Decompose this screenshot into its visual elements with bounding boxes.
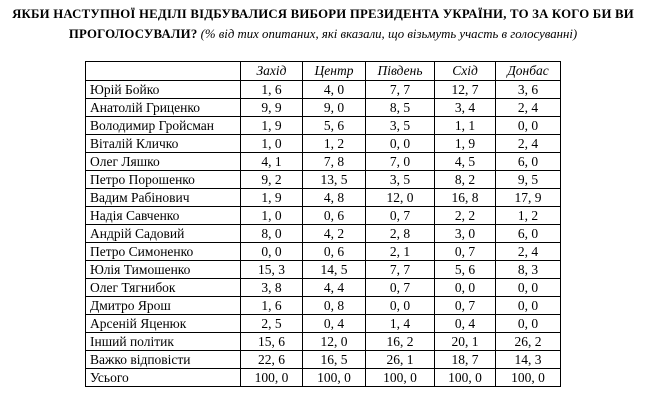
region-header-zahid: Захід	[241, 61, 303, 80]
value-cell: 0, 7	[435, 242, 496, 260]
value-cell: 3, 6	[496, 80, 561, 98]
table-row	[86, 116, 561, 134]
politician-name-cell: Вадим Рабінович	[86, 188, 241, 206]
region-header-donbas: Донбас	[496, 61, 561, 80]
value-cell: 16, 2	[366, 332, 435, 350]
value-cell: 12, 0	[303, 332, 366, 350]
value-cell: 6, 0	[496, 224, 561, 242]
table-row	[86, 296, 561, 314]
value-cell: 1, 9	[241, 116, 303, 134]
politician-name-cell: Дмитро Ярош	[86, 296, 241, 314]
value-cell: 2, 2	[435, 206, 496, 224]
value-cell: 0, 0	[366, 134, 435, 152]
value-cell: 13, 5	[303, 170, 366, 188]
value-cell: 8, 3	[496, 260, 561, 278]
value-cell: 16, 5	[303, 350, 366, 368]
value-cell: 1, 2	[303, 134, 366, 152]
value-cell: 2, 4	[496, 242, 561, 260]
table-row	[86, 260, 561, 278]
value-cell: 0, 0	[496, 278, 561, 296]
value-cell: 7, 7	[366, 80, 435, 98]
value-cell: 12, 7	[435, 80, 496, 98]
value-cell: 0, 8	[303, 296, 366, 314]
value-cell: 14, 5	[303, 260, 366, 278]
value-cell: 8, 0	[241, 224, 303, 242]
politician-name-cell: Усього	[86, 368, 241, 386]
politician-name-cell: Володимир Гройсман	[86, 116, 241, 134]
politician-name-cell: Олег Ляшко	[86, 152, 241, 170]
value-cell: 1, 6	[241, 296, 303, 314]
value-cell: 5, 6	[435, 260, 496, 278]
value-cell: 16, 8	[435, 188, 496, 206]
value-cell: 3, 0	[435, 224, 496, 242]
survey-title	[0, 0, 646, 45]
politician-name-cell: Юрій Бойко	[86, 80, 241, 98]
politician-name-cell: Віталій Кличко	[86, 134, 241, 152]
value-cell: 0, 0	[496, 116, 561, 134]
poll-results-table	[85, 61, 561, 387]
value-cell: 0, 7	[366, 278, 435, 296]
table-row	[86, 98, 561, 116]
politician-name-cell: Важко відповісти	[86, 350, 241, 368]
value-cell: 9, 5	[496, 170, 561, 188]
value-cell: 0, 0	[496, 314, 561, 332]
table-row	[86, 314, 561, 332]
value-cell: 1, 1	[435, 116, 496, 134]
politician-name-cell: Арсеній Яценюк	[86, 314, 241, 332]
value-cell: 17, 9	[496, 188, 561, 206]
value-cell: 1, 0	[241, 134, 303, 152]
table-row	[86, 242, 561, 260]
value-cell: 0, 0	[366, 296, 435, 314]
value-cell: 0, 4	[435, 314, 496, 332]
politician-name-cell: Андрій Садовий	[86, 224, 241, 242]
value-cell: 8, 5	[366, 98, 435, 116]
value-cell: 26, 2	[496, 332, 561, 350]
politician-name-cell: Надія Савченко	[86, 206, 241, 224]
value-cell: 100, 0	[435, 368, 496, 386]
value-cell: 1, 0	[241, 206, 303, 224]
value-cell: 4, 1	[241, 152, 303, 170]
value-cell: 2, 4	[496, 134, 561, 152]
value-cell: 15, 6	[241, 332, 303, 350]
value-cell: 7, 7	[366, 260, 435, 278]
value-cell: 4, 5	[435, 152, 496, 170]
value-cell: 3, 5	[366, 170, 435, 188]
region-header-pivden: Південь	[366, 61, 435, 80]
value-cell: 3, 5	[366, 116, 435, 134]
value-cell: 100, 0	[303, 368, 366, 386]
value-cell: 22, 6	[241, 350, 303, 368]
value-cell: 0, 7	[366, 206, 435, 224]
region-header-shid: Схід	[435, 61, 496, 80]
value-cell: 4, 8	[303, 188, 366, 206]
value-cell: 1, 4	[366, 314, 435, 332]
value-cell: 2, 5	[241, 314, 303, 332]
politician-name-cell: Олег Тягнибок	[86, 278, 241, 296]
survey-question-text: ЯКБИ НАСТУПНОЇ НЕДІЛІ ВІДБУВАЛИСЯ ВИБОРИ ПРЕЗИДЕНТА УКРАЇНИ, ТО ЗА КОГО БИ ВИ ПРОГОЛОСУВАЛИ?	[12, 7, 634, 41]
value-cell: 0, 7	[435, 296, 496, 314]
table-row	[86, 188, 561, 206]
value-cell: 3, 4	[435, 98, 496, 116]
value-cell: 0, 0	[241, 242, 303, 260]
corner-cell	[86, 61, 241, 80]
politician-name-cell: Інший політик	[86, 332, 241, 350]
survey-note-text: (% від тих опитаних, які вказали, що візьмуть участь в голосуванні)	[200, 26, 578, 41]
politician-name-cell: Петро Симоненко	[86, 242, 241, 260]
value-cell: 2, 8	[366, 224, 435, 242]
value-cell: 26, 1	[366, 350, 435, 368]
politician-name-cell: Юлія Тимошенко	[86, 260, 241, 278]
table-row	[86, 332, 561, 350]
table-row	[86, 224, 561, 242]
value-cell: 4, 0	[303, 80, 366, 98]
region-header-row	[86, 61, 561, 80]
table-row	[86, 350, 561, 368]
value-cell: 1, 9	[435, 134, 496, 152]
value-cell: 9, 9	[241, 98, 303, 116]
value-cell: 1, 6	[241, 80, 303, 98]
value-cell: 0, 4	[303, 314, 366, 332]
region-header-centr: Центр	[303, 61, 366, 80]
value-cell: 4, 2	[303, 224, 366, 242]
value-cell: 0, 0	[496, 296, 561, 314]
value-cell: 0, 6	[303, 206, 366, 224]
value-cell: 5, 6	[303, 116, 366, 134]
value-cell: 3, 8	[241, 278, 303, 296]
value-cell: 14, 3	[496, 350, 561, 368]
table-row	[86, 368, 561, 386]
value-cell: 9, 2	[241, 170, 303, 188]
value-cell: 1, 9	[241, 188, 303, 206]
value-cell: 8, 2	[435, 170, 496, 188]
value-cell: 9, 0	[303, 98, 366, 116]
value-cell: 100, 0	[366, 368, 435, 386]
politician-name-cell: Петро Порошенко	[86, 170, 241, 188]
value-cell: 2, 1	[366, 242, 435, 260]
value-cell: 7, 0	[366, 152, 435, 170]
value-cell: 100, 0	[241, 368, 303, 386]
value-cell: 20, 1	[435, 332, 496, 350]
value-cell: 0, 6	[303, 242, 366, 260]
value-cell: 100, 0	[496, 368, 561, 386]
value-cell: 4, 4	[303, 278, 366, 296]
table-row	[86, 152, 561, 170]
value-cell: 1, 2	[496, 206, 561, 224]
table-row	[86, 134, 561, 152]
politician-name-cell: Анатолій Гриценко	[86, 98, 241, 116]
value-cell: 0, 0	[435, 278, 496, 296]
value-cell: 6, 0	[496, 152, 561, 170]
value-cell: 12, 0	[366, 188, 435, 206]
value-cell: 18, 7	[435, 350, 496, 368]
table-row	[86, 206, 561, 224]
poll-table-body	[86, 80, 561, 386]
value-cell: 15, 3	[241, 260, 303, 278]
value-cell: 2, 4	[496, 98, 561, 116]
table-row	[86, 80, 561, 98]
table-row	[86, 170, 561, 188]
table-row	[86, 278, 561, 296]
value-cell: 7, 8	[303, 152, 366, 170]
